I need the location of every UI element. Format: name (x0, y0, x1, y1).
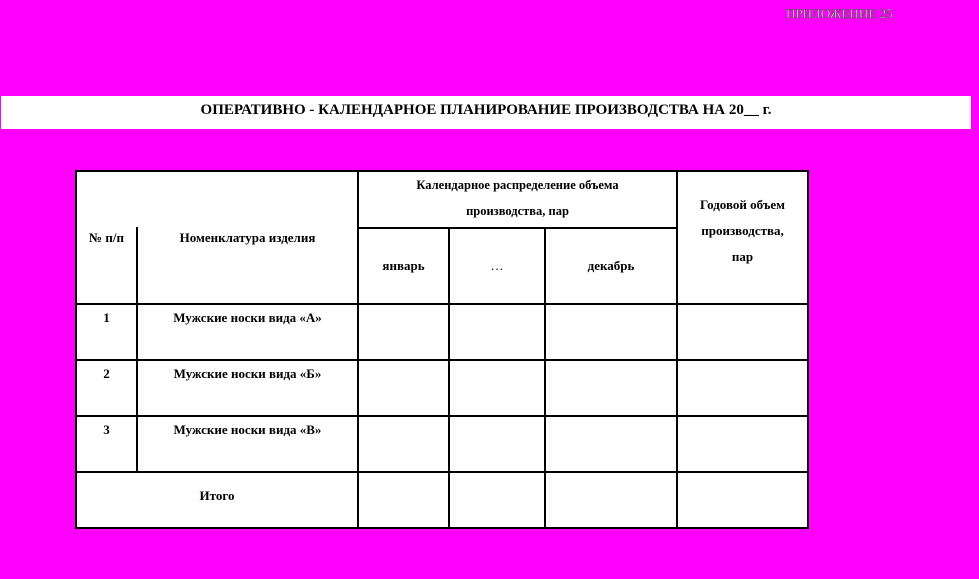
title-band (1, 96, 971, 129)
table-row-1-num (77, 305, 136, 359)
table-row-3-name (138, 417, 357, 471)
row-2-num-text: 2 (103, 366, 110, 381)
production-plan-table (75, 170, 809, 529)
total-label-text: Итого (199, 488, 235, 503)
table-row-1-name (138, 305, 357, 359)
header-annual-line3: пар (731, 249, 754, 264)
header-month-december (546, 229, 676, 303)
table-row-2-name (138, 361, 357, 415)
header-month-january-text: январь (382, 258, 425, 273)
header-annual (678, 172, 807, 303)
header-annual-line2: производства, (701, 223, 784, 238)
header-month-december-text: декабрь (587, 258, 635, 273)
appendix-label: ПРИЛОЖЕНИЕ 25 (786, 6, 893, 21)
table-row-3-num (77, 417, 136, 471)
header-annual-line1: Годовой объем (699, 197, 786, 212)
header-month-ellipsis-text: … (490, 258, 504, 273)
header-nomenclature (138, 172, 357, 303)
document-title: ОПЕРАТИВНО - КАЛЕНДАРНОЕ ПЛАНИРОВАНИЕ ПРОИЗВОДСТВА НА 20__ г. (200, 102, 772, 118)
row-3-num-text: 3 (103, 422, 110, 437)
header-month-ellipsis (450, 229, 544, 303)
header-calendar (359, 172, 676, 227)
header-num-text: № п/п (89, 229, 124, 245)
row-3-name-text: Мужские носки вида «В» (173, 422, 322, 437)
row-1-num-text: 1 (103, 310, 110, 325)
header-month-january (359, 229, 448, 303)
header-nomenclature-text: Номенклатура изделия (179, 229, 316, 245)
header-num (77, 172, 136, 303)
header-calendar-line1: Календарное распределение объема (416, 178, 619, 192)
header-calendar-line2: производства, пар (466, 204, 569, 218)
table-row-total-label (77, 473, 357, 519)
row-2-name-text: Мужские носки вида «Б» (173, 366, 322, 381)
row-1-name-text: Мужские носки вида «А» (173, 310, 322, 325)
table-row-2-num (77, 361, 136, 415)
